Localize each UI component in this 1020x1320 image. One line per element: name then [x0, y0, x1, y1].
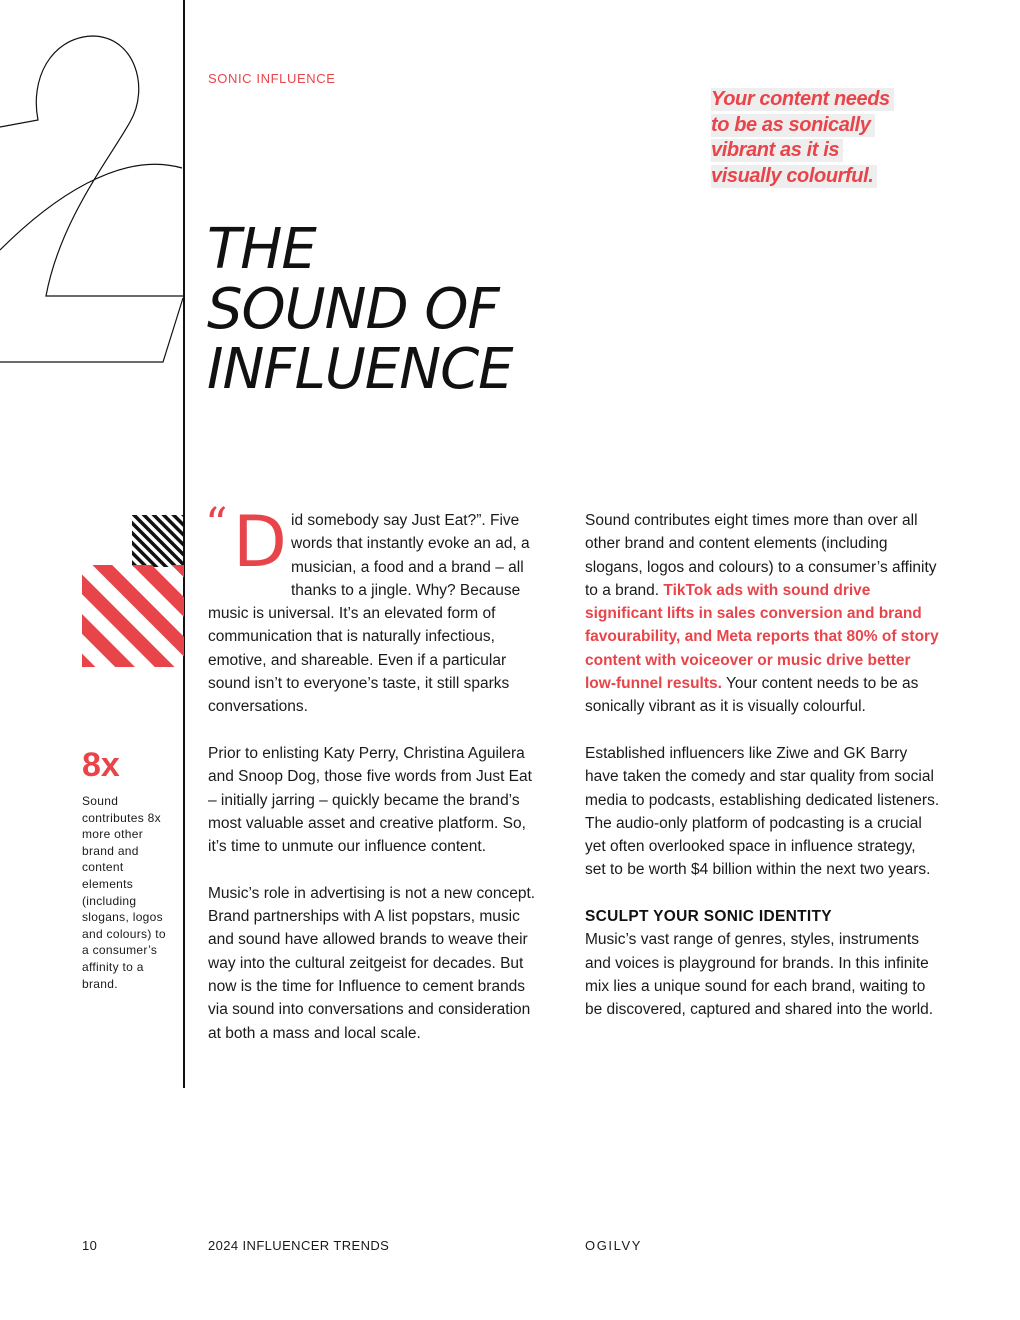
- page-title: [207, 217, 513, 402]
- title-line: INFLUENCE: [207, 337, 513, 402]
- paragraph-text: Your content needs to be as sonically vibrant as it is visually colourful.: [585, 675, 919, 716]
- paragraph: Music’s vast range of genres, styles, instruments and voices is playground for brands. In this infinite mix lies a unique sound for each brand, waiting to be discovered, captured and shared into the world.: [585, 931, 934, 1019]
- black-striped-square: [132, 515, 184, 567]
- stat-caption: Sound contributes 8x more other brand and content elements (including slogans, logos and colours) to a consumer’s affinity to a brand.: [82, 794, 166, 991]
- paragraph: [585, 509, 940, 719]
- paragraph-text: id somebody say Just Eat?”. Five words that instantly evoke an ad, a musician, a food and a brand – all thanks to a jingle. Why? Because music is universal. It’s an elevated form of communication that is naturally infectious, emotive, and shareable. Even if a particular sound isn’t to everyone’s taste, it still sparks conversations.: [208, 512, 530, 716]
- open-quote-mark: “: [205, 499, 228, 550]
- right-column: [585, 509, 940, 1045]
- title-line: SOUND OF: [207, 277, 499, 342]
- subheading: SCULPT YOUR SONIC IDENTITY: [585, 908, 832, 926]
- pull-quote: [711, 87, 931, 189]
- drop-cap: D: [233, 501, 287, 583]
- page-number: 10: [82, 1238, 98, 1253]
- pull-quote-line: Your content needs: [711, 88, 894, 111]
- pull-quote-line: to be as sonically: [711, 114, 875, 137]
- title-line: THE: [207, 217, 316, 282]
- pull-quote-line: vibrant as it is: [711, 139, 843, 162]
- pull-quote-line: visually colourful.: [711, 165, 877, 188]
- report-title: 2024 INFLUENCER TRENDS: [208, 1238, 390, 1253]
- paragraph: Prior to enlisting Katy Perry, Christina Aguilera and Snoop Dog, those five words from Just Eat – initially jarring – quickly became the brand’s most valuable asset and creative platform. So, it’s time to unmute our influence content.: [208, 744, 532, 856]
- striped-decoration: [82, 515, 184, 667]
- red-striped-square: [82, 565, 184, 667]
- paragraph-text: Sound contributes eight times more than over all other brand and content elements (including slogans, logos and colours) to a consumer’s affinity to a brand.: [585, 512, 937, 599]
- left-column: [205, 499, 538, 1068]
- paragraph: Music’s role in advertising is not a new concept. Brand partnerships with A list popstars, music and sound have allowed brands to weave their way into the cultural zeitgeist for decades. But now is the time for Influence to cement brands via sound into conversations and consideration at both a mass and local scale.: [208, 884, 536, 1042]
- drop-cap-block: [205, 499, 291, 583]
- paragraph: [205, 499, 538, 719]
- brand-name: OGILVY: [585, 1238, 643, 1253]
- stat-value: 8x: [82, 746, 120, 784]
- highlighted-text: TikTok ads with sound drive significant lifts in sales conversion and brand favourability, and Meta reports that 80% of story content with voiceover or music drive better low-funnel results.: [585, 581, 939, 693]
- section-label: SONIC INFLUENCE: [208, 71, 336, 86]
- chapter-number-graphic: [0, 0, 184, 370]
- paragraph: Established influencers like Ziwe and GK Barry have taken the comedy and star quality from social media to podcasts, establishing dedicated listeners. The audio-only platform of podcasting is a crucial yet often overlooked space in influence strategy, set to be worth $4 billion within the next two years.: [585, 744, 940, 879]
